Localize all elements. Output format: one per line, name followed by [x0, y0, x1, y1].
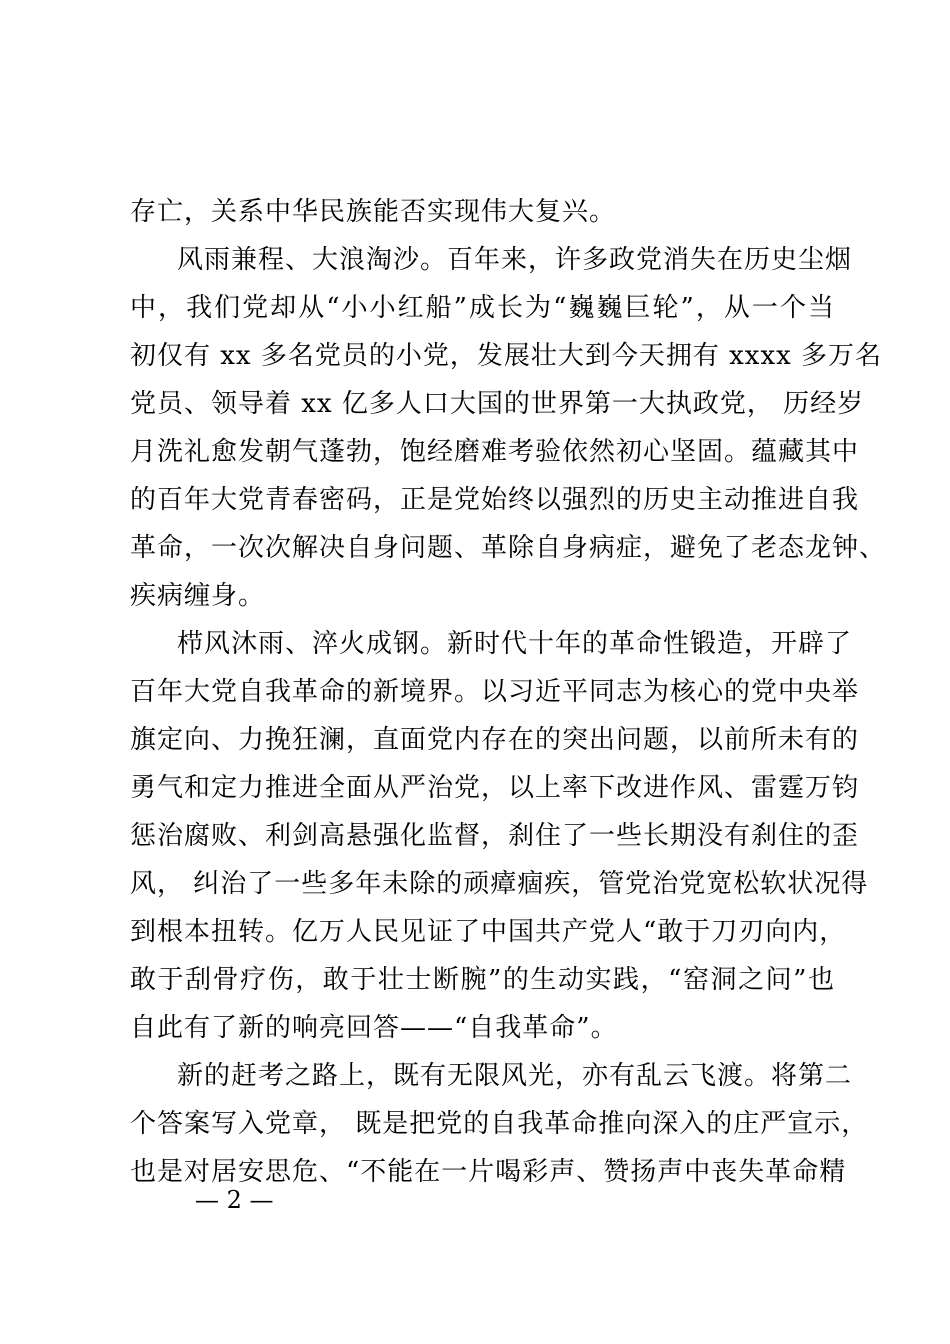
page-number: — 2 — [195, 1186, 274, 1214]
text-line: 疾病缠身。 [130, 581, 266, 611]
paragraph-first-line: 栉风沐雨、淬火成钢。新时代十年的革命性锻造，开辟了 [177, 629, 853, 659]
text-line: 自此有了新的响亮回答——“自我革命”。 [130, 1013, 618, 1043]
text-line: 也是对居安思危、“不能在一片喝彩声、赞扬声中丧失革命精 [130, 1157, 847, 1187]
text-line: 惩治腐败、利剑高悬强化监督，刹住了一些长期没有刹住的歪 [130, 821, 860, 851]
text-line: 到根本扭转。亿万人民见证了中国共产党人“敢于刀刃向内， [130, 917, 847, 947]
text-line: 敢于刮骨疗伤，敢于壮士断腕”的生动实践，“窑洞之问”也 [130, 965, 835, 995]
text-line: 百年大党自我革命的新境界。以习近平同志为核心的党中央举 [130, 677, 860, 707]
paragraph-first-line: 新的赶考之路上，既有无限风光，亦有乱云飞渡。将第二 [177, 1061, 853, 1091]
paragraph-first-line: 风雨兼程、大浪淘沙。百年来，许多政党消失在历史尘烟 [177, 245, 853, 275]
text-line: 初仅有 xx 多名党员的小党，发展壮大到今天拥有 xxxx 多万名 [130, 341, 883, 371]
text-line: 的百年大党青春密码，正是党始终以强烈的历史主动推进自我 [130, 485, 860, 515]
text-line: 中，我们党却从“小小红船”成长为“巍巍巨轮”，从一个当 [130, 293, 835, 323]
text-line: 勇气和定力推进全面从严治党，以上率下改进作风、雷霆万钧 [130, 773, 860, 803]
text-line: 党员、领导着 xx 亿多人口大国的世界第一大执政党， 历经岁 [130, 389, 865, 419]
text-line: 旗定向、力挽狂澜，直面党内存在的突出问题，以前所未有的 [130, 725, 860, 755]
text-line: 风， 纠治了一些多年未除的顽瘴痼疾，管党治党宽松软状况得 [130, 869, 869, 899]
text-line: 革命，一次次解决自身问题、革除自身病症，避免了老态龙钟、 [130, 533, 887, 563]
text-line: 存亡，关系中华民族能否实现伟大复兴。 [130, 197, 617, 227]
text-line: 月洗礼愈发朝气蓬勃，饱经磨难考验依然初心坚固。蕴藏其中 [130, 437, 860, 467]
text-line: 个答案写入党章， 既是把党的自我革命推向深入的庄严宣示， [130, 1109, 869, 1139]
